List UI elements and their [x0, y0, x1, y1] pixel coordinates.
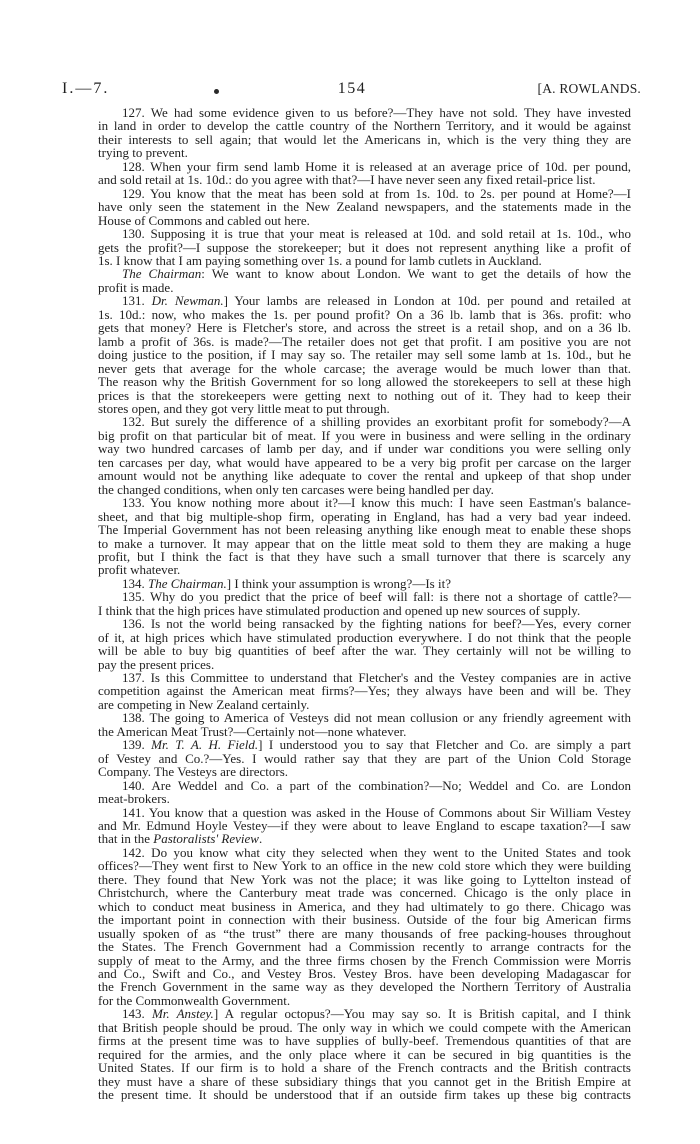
text-line — [98, 954, 631, 967]
text-run: of Vestey and Co.?—Yes. I would rather say that they are part of the Union Cold Storage — [98, 750, 631, 766]
text-line — [98, 321, 631, 334]
text-run: the changed conditions, when only ten carcases were being handled per day. — [98, 481, 494, 497]
text-line — [98, 227, 631, 240]
text-run: I think that the high prices have stimulated production and opened up new sources of supply. — [98, 602, 581, 618]
text-run: firms at the present time was to have supplies of bully-beef. Tremendous quantities of that are — [98, 1033, 631, 1049]
text-run: usually spoken of as “the trust” there are many thousands of free packing-houses throughout — [98, 925, 631, 941]
text-line — [98, 442, 631, 455]
text-line — [98, 119, 631, 132]
text-line — [98, 335, 631, 348]
text-line — [98, 510, 631, 523]
text-line — [98, 187, 631, 200]
paragraph — [98, 267, 631, 294]
text-run: gets the profit?—I suppose the storekeeper; but it does not represent anything like a profit of — [98, 239, 631, 255]
italic-text: Dr. Newman. — [151, 293, 224, 309]
text-line — [98, 563, 631, 576]
italic-text: Pastoralists' Review — [153, 831, 259, 847]
text-run: and Co., Swift and Co., and Vestey Bros. Vestey Bros. have been developing Madagascar for — [98, 966, 631, 981]
text-run: 137. Is this Committee to understand that Fletcher's and the Vestey companies are in active — [122, 670, 631, 686]
header-dot-mark — [214, 89, 219, 94]
text-line — [98, 389, 631, 402]
text-run: offices?—They went first to New York to an office in the new cold store which they were building — [98, 858, 631, 874]
text-run: 1s. I know that I am paying something over 1s. a pound for lamb cutlets in Auckland. — [98, 252, 542, 268]
text-line — [98, 173, 631, 186]
text-line — [98, 617, 631, 630]
text-line — [98, 254, 631, 267]
text-run: The Imperial Government has not been releasing anything like enough meat to enable these shops — [98, 522, 631, 538]
text-run: they must have a share of these subsidiary things that you cannot get in the British Empire at — [98, 1073, 631, 1089]
text-run: competition against the American meat firms?—Yes; they always have been and will be. They — [98, 683, 631, 699]
text-line — [98, 1075, 631, 1088]
running-head-witness: [A. ROWLANDS. — [537, 81, 641, 96]
text-line — [98, 604, 631, 617]
paragraph — [98, 577, 631, 590]
paragraph — [98, 738, 631, 778]
paragraph — [98, 496, 631, 577]
text-line — [98, 267, 631, 280]
text-run: United States. If our firm is to hold a share of the French contracts and the British contracts — [98, 1060, 631, 1076]
text-line — [98, 160, 631, 173]
text-run: ] I think your assumption is wrong?—Is it? — [226, 575, 451, 591]
text-run: never gets that average for the whole carcase; the average would be much lower than that. — [98, 360, 631, 376]
text-run: that British people should be proud. The only way in which we could compete with the American — [98, 1019, 631, 1035]
text-run: The reason why the British Government for so long allowed the storekeepers to sell at these high — [98, 374, 631, 390]
text-run: the States. The French Government had a Commission recently to arrange contracts for the — [98, 939, 631, 955]
paragraph — [98, 187, 631, 227]
text-line — [98, 415, 631, 428]
italic-text: Mr. Anstey. — [151, 1006, 214, 1022]
text-run: and sold retail at 1s. 10d.: do you agree with that?—I have never seen any fixed retail-price list. — [98, 172, 596, 188]
text-run: in land in order to develop the cattle country of the Northern Territory, and it would be against — [98, 118, 631, 134]
text-run: 131. — [122, 293, 152, 309]
text-line — [98, 429, 631, 442]
text-run: for the Commonwealth Government. — [98, 992, 291, 1008]
text-line — [98, 294, 631, 307]
text-run: the important point in connection with their business. Outside of the four big American firms — [98, 912, 631, 928]
text-run: and Mr. Edmund Hoyle Vestey—if they were about to leave England to escape taxation?—I saw — [98, 818, 631, 834]
text-run: 133. You know nothing more about it?—I know this much: I have seen Eastman's balance- — [122, 495, 631, 511]
paragraph — [98, 779, 631, 806]
text-line — [98, 1034, 631, 1047]
text-run: supply of meat to the Army, and the three firms chosen by the French Commission were Morris — [98, 952, 631, 968]
text-run: the present time. It should be understood that if an outside firm takes up these big contracts — [98, 1087, 631, 1103]
text-line — [98, 765, 631, 778]
text-run: 143. — [122, 1006, 152, 1022]
text-line — [98, 792, 631, 805]
text-run: 141. You know that a question was asked in the House of Commons about Sir William Vestey — [122, 804, 631, 820]
text-run: 135. Why do you predict that the price of beef will fall: is there not a shortage of cattle?— — [122, 589, 631, 605]
text-run: to make a turnover. It may appear that on the little meat sold to them they are making a huge — [98, 535, 631, 551]
text-run: 132. But surely the difference of a shilling provides an exorbitant profit for somebody?—A — [122, 414, 631, 430]
text-line — [98, 631, 631, 644]
text-run: gets that money? Here is Fletcher's store, and across the street is a retail shop, and on a 36 lb. — [98, 320, 631, 336]
text-run: which to conduct meat business in America, and they had ultimately to go there. Chicago was — [98, 898, 631, 914]
text-line — [98, 940, 631, 953]
text-line — [98, 550, 631, 563]
text-run: 130. Supposing it is true that your meat is released at 10d. and sold retail at 1s. 10d., who — [122, 226, 631, 242]
text-line — [98, 348, 631, 361]
text-line — [98, 859, 631, 872]
text-run: 128. When your firm send lamb Home it is released at an average price of 10d. per pound, — [122, 158, 631, 174]
text-line — [98, 469, 631, 482]
text-line — [98, 698, 631, 711]
italic-text: The Chairman. — [148, 575, 227, 591]
text-run: amount would not be anything like adequate to cover the rental and upkeep of that shop under — [98, 468, 631, 484]
text-run: 127. We had some evidence given to us before?—They have not sold. They have invested — [122, 105, 631, 120]
page-number: 154 — [337, 80, 367, 97]
text-run: lamb a profit of 36s. is made?—The retailer does not get that profit. I am positive you are not — [98, 333, 631, 349]
text-run: ten carcases per day, what would have appeared to be a very big profit per carcase on the larger — [98, 454, 631, 470]
text-run: ] A regular octopus?—You may say so. It is British capital, and I think — [213, 1006, 632, 1022]
text-line — [98, 106, 631, 119]
text-run: Christchurch, where the Canterbury meat trade was concerned. Chicago is the only place in — [98, 885, 631, 901]
paragraph — [98, 617, 631, 671]
text-line — [98, 133, 631, 146]
paragraph — [98, 227, 631, 267]
text-line — [98, 980, 631, 993]
text-run: profit whatever. — [98, 562, 181, 578]
text-line — [98, 913, 631, 926]
text-run: way two hundred carcases of lamb per day, and if under war conditions you were selling only — [98, 441, 631, 457]
text-run: of it, at high prices which have stimulated production everywhere. I do not think that the people — [98, 629, 631, 645]
paragraph — [98, 106, 631, 160]
text-run: doing justice to the position, if I may say so. The retailer may sell some lamb at 1s. 10d., but he — [98, 347, 631, 363]
text-line — [98, 537, 631, 550]
text-run: are competing in New Zealand certainly. — [98, 696, 310, 712]
text-run: 136. Is not the world being ransacked by the fighting nations for beef?—Yes, every corner — [122, 616, 631, 632]
text-run: : We want to know about London. We want to get the details of how the — [201, 266, 631, 282]
text-line — [98, 241, 631, 254]
text-line — [98, 146, 631, 159]
text-line — [98, 725, 631, 738]
text-line — [98, 1048, 631, 1061]
text-line — [98, 900, 631, 913]
text-line — [98, 362, 631, 375]
paragraph — [98, 1007, 631, 1101]
paragraph — [98, 160, 631, 187]
text-line — [98, 200, 631, 213]
text-line — [98, 832, 631, 845]
text-line — [98, 523, 631, 536]
paragraph — [98, 806, 631, 846]
text-line — [98, 1088, 631, 1101]
text-line — [98, 819, 631, 832]
text-line — [98, 658, 631, 671]
text-line — [98, 927, 631, 940]
text-line — [98, 684, 631, 697]
text-run: 129. You know that the meat has been sold at from 1s. 10d. to 2s. per pound at Home?—I — [122, 185, 631, 201]
text-run: profit is made. — [98, 279, 174, 295]
text-line — [98, 308, 631, 321]
text-run: have only seen the statement in the New Zealand newspapers, and the statements made in the — [98, 199, 631, 215]
text-run: that in the — [98, 831, 154, 847]
text-run: . — [258, 831, 263, 847]
text-run: prices is that the storekeepers were getting next to nothing out of it. They had to keep their — [98, 387, 631, 403]
text-line — [98, 671, 631, 684]
text-run: 134. — [122, 575, 148, 591]
text-run: Company. The Vesteys are directors. — [98, 764, 289, 780]
text-run: 140. Are Weddel and Co. a part of the combination?—No; Weddel and Co. are London — [122, 777, 631, 793]
text-run: required for the armies, and the only place where it can be secured in big quantities is the — [98, 1046, 631, 1062]
text-line — [98, 994, 631, 1007]
paragraph — [98, 415, 631, 496]
text-run: ] I understood you to say that Fletcher and Co. are simply a part — [258, 737, 631, 753]
paragraph — [98, 294, 631, 415]
text-run: House of Commons and cabled out here. — [98, 212, 310, 228]
text-run: meat-brokers. — [98, 791, 170, 807]
paragraph — [98, 671, 631, 711]
text-run: 142. Do you know what city they selected when they went to the United States and took — [122, 844, 631, 860]
text-run: sheet, and that big multiple-shop firm, operating in England, has had a very bad year indeed. — [98, 508, 631, 524]
text-line — [98, 577, 631, 590]
text-run: ] Your lambs are released in London at 10d. per pound and retailed at — [223, 293, 631, 309]
text-line — [98, 1061, 631, 1074]
text-line — [98, 711, 631, 724]
text-run: 138. The going to America of Vesteys did not mean collusion or any friendly agreement with — [122, 710, 631, 726]
text-line — [98, 496, 631, 509]
text-run: there. They found that New York was not the place; it was like going to Lyttelton instead of — [98, 871, 631, 887]
text-run: 1s. 10d.: now, who makes the 1s. per pound profit? On a 36 lb. lamb that is 36s. profit: who — [98, 306, 631, 322]
text-run: pay the present prices. — [98, 656, 215, 672]
text-run: will be able to buy big quantities of beef after the war. They certainly will not be willing to — [98, 643, 631, 659]
text-line — [98, 402, 631, 415]
text-line — [98, 281, 631, 294]
text-line — [98, 483, 631, 496]
text-run: trying to prevent. — [98, 145, 188, 161]
paragraph — [98, 846, 631, 1007]
body-text — [98, 106, 631, 1102]
text-run: profit, but I think the fact is that they have such a small turnover that there is scarcely any — [98, 548, 631, 564]
text-run: big profit on that particular bit of meat. If you were in business and were selling in the ordinary — [98, 427, 631, 443]
text-run: stores open, and they got very little meat to put through. — [98, 400, 390, 416]
running-head-reference: I.—7. — [62, 80, 110, 97]
text-line — [98, 779, 631, 792]
text-line — [98, 873, 631, 886]
text-line — [98, 1021, 631, 1034]
text-run: the French Government in the same way as they developed the Northern Territory of Australia — [98, 979, 631, 995]
paragraph — [98, 590, 631, 617]
text-line — [98, 886, 631, 899]
text-line — [98, 590, 631, 603]
text-run: the American Meat Trust?—Certainly not—none whatever. — [98, 723, 407, 739]
text-line — [98, 375, 631, 388]
italic-text: The Chairman — [122, 266, 202, 282]
text-line — [98, 846, 631, 859]
text-line — [98, 1007, 631, 1020]
text-line — [98, 644, 631, 657]
paragraph — [98, 711, 631, 738]
text-line — [98, 738, 631, 751]
italic-text: Mr. T. A. H. Field. — [151, 737, 259, 753]
text-line — [98, 214, 631, 227]
text-run: their interests to sell again; that would let the Americans in, which is the very thing they are — [98, 131, 631, 147]
text-line — [98, 752, 631, 765]
text-line — [98, 967, 631, 980]
text-line — [98, 456, 631, 469]
text-line — [98, 806, 631, 819]
text-run: 139. — [122, 737, 152, 753]
